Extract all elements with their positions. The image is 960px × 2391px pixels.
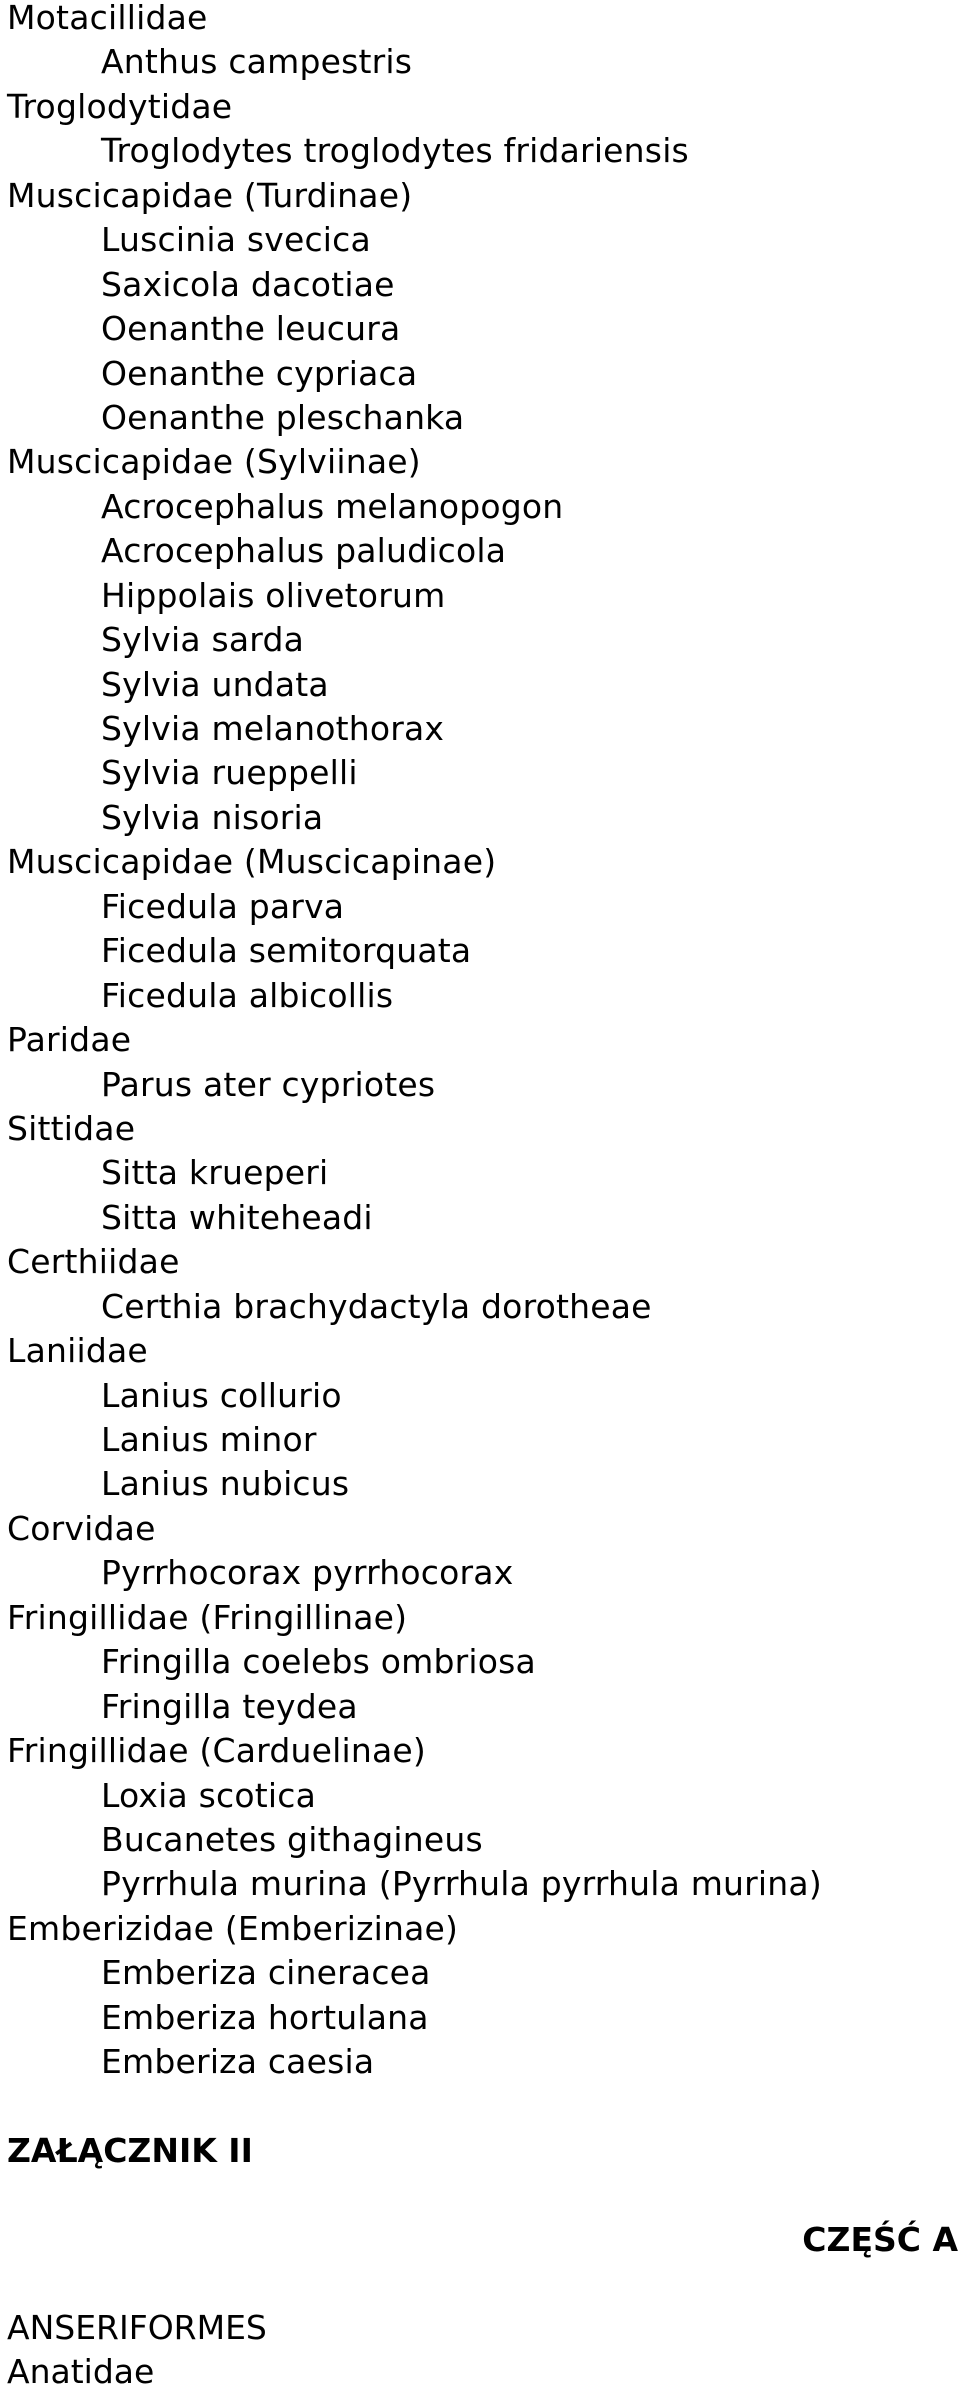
species-name: Sylvia undata	[101, 664, 329, 704]
family-name: Corvidae	[7, 1508, 156, 1548]
species-name: Lanius nubicus	[101, 1464, 350, 1504]
family-name: Anatidae	[7, 2352, 155, 2391]
species-name: Pyrrhula murina (Pyrrhula pyrrhula murina)	[101, 1864, 822, 1904]
species-name: Sylvia rueppelli	[101, 753, 358, 793]
species-name: Oenanthe leucura	[101, 309, 401, 349]
species-name: Loxia scotica	[101, 1775, 316, 1815]
species-name: Acrocephalus melanopogon	[101, 486, 564, 526]
species-name: Sitta whiteheadi	[101, 1197, 373, 1237]
species-name: Sitta krueperi	[101, 1153, 329, 1193]
species-name: Sylvia nisoria	[101, 797, 324, 837]
species-list	[7, 0, 947, 2089]
species-name: Pyrrhocorax pyrrhocorax	[101, 1553, 514, 1593]
family-name: Sittidae	[7, 1108, 136, 1148]
annex-title: ZAŁĄCZNIK II	[7, 2131, 253, 2170]
species-name: Emberiza hortulana	[101, 1997, 429, 2037]
species-name: Lanius collurio	[101, 1375, 342, 1415]
species-name: Hippolais olivetorum	[101, 575, 446, 615]
species-name: Troglodytes troglodytes fridariensis	[101, 131, 689, 171]
species-name: Bucanetes githagineus	[101, 1819, 483, 1859]
family-name: Laniidae	[7, 1331, 148, 1371]
family-name: Certhiidae	[7, 1242, 180, 1282]
family-name: Muscicapidae (Turdinae)	[7, 175, 413, 215]
species-name: Oenanthe cypriaca	[101, 353, 418, 393]
species-name: Lanius minor	[101, 1420, 317, 1459]
species-name: Fringilla teydea	[101, 1686, 358, 1726]
family-name: Troglodytidae	[7, 86, 233, 126]
order-name: ANSERIFORMES	[7, 2308, 267, 2347]
species-name: Certhia brachydactyla dorotheae	[101, 1286, 652, 1326]
family-name: Emberizidae (Emberizinae)	[7, 1908, 459, 1948]
part-title: CZĘŚĆ A	[802, 2220, 958, 2259]
species-name: Luscinia svecica	[101, 220, 371, 260]
species-name: Sylvia melanothorax	[101, 709, 445, 748]
species-name: Emberiza caesia	[101, 2042, 375, 2082]
species-name: Parus ater cypriotes	[101, 1064, 436, 1104]
family-name: Motacillidae	[7, 0, 208, 37]
family-name: Fringillidae (Fringillinae)	[7, 1597, 408, 1637]
species-name: Oenanthe pleschanka	[101, 397, 465, 437]
species-name: Fringilla coelebs ombriosa	[101, 1642, 536, 1682]
species-name: Acrocephalus paludicola	[101, 531, 507, 571]
family-name: Paridae	[7, 1020, 132, 1060]
family-name: Muscicapidae (Sylviinae)	[7, 442, 421, 482]
species-name: Ficedula semitorquata	[101, 931, 472, 971]
species-name: Anthus campestris	[101, 42, 413, 82]
species-name: Ficedula albicollis	[101, 975, 394, 1015]
species-name: Saxicola dacotiae	[101, 264, 395, 304]
family-name: Fringillidae (Carduelinae)	[7, 1731, 426, 1771]
species-name: Emberiza cineracea	[101, 1953, 431, 1993]
family-name: Muscicapidae (Muscicapinae)	[7, 842, 497, 882]
species-name: Sylvia sarda	[101, 620, 305, 660]
species-name: Ficedula parva	[101, 886, 345, 926]
